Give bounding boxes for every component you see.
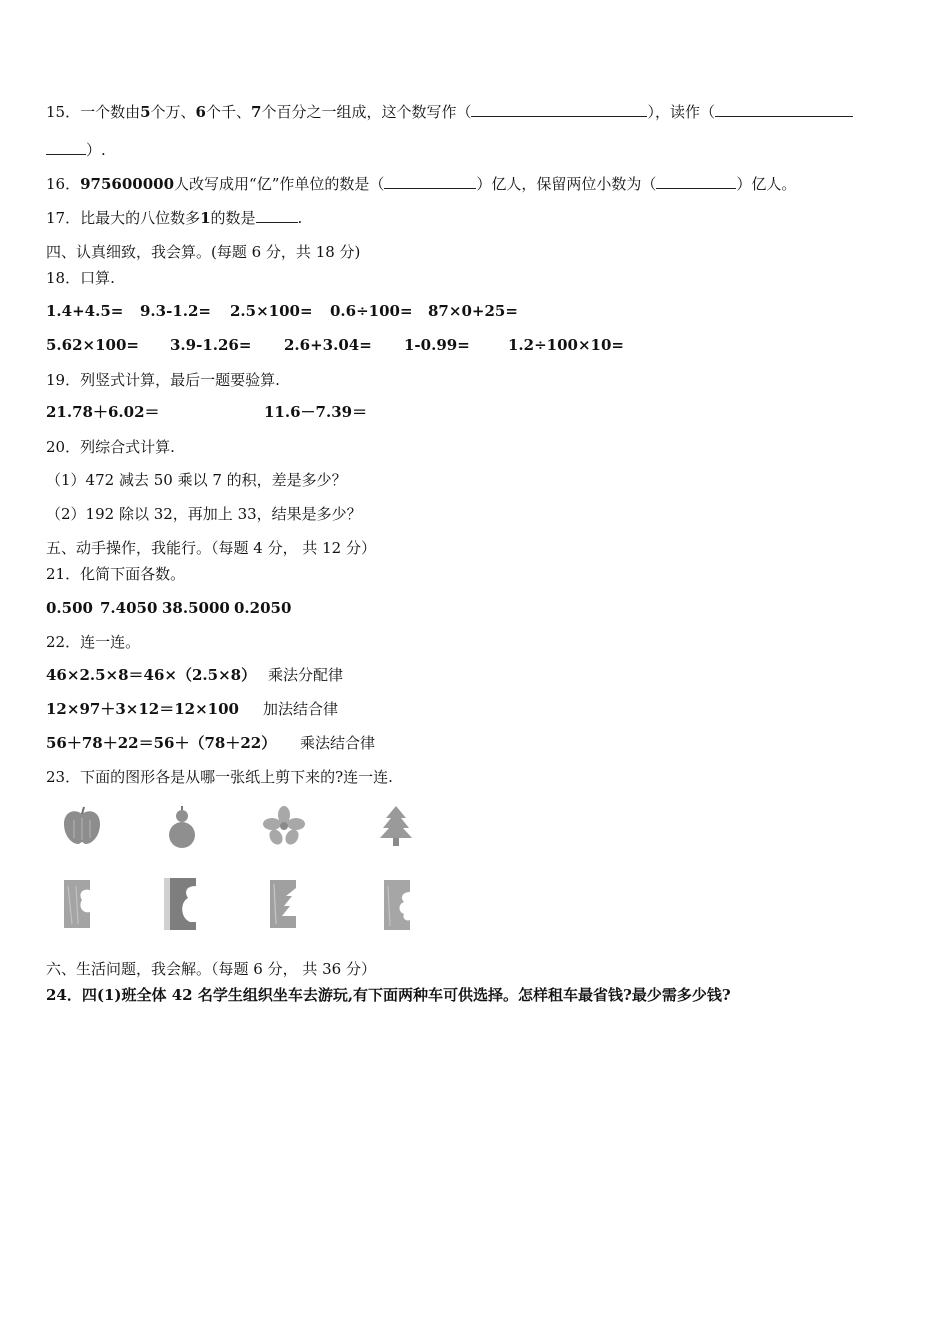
paper-gourd-cut[interactable] — [160, 874, 200, 934]
q21-item: 7.4050 — [100, 599, 158, 617]
q20-part-2: （2）192 除以 32，再加上 33，结果是多少？ — [46, 505, 362, 523]
q16-t2: ）亿人，保留两位小数为（ — [476, 175, 657, 193]
flower-shape[interactable] — [262, 806, 306, 846]
tree-shape[interactable] — [376, 804, 416, 848]
question-15 — [46, 102, 853, 122]
question-21-title: 21．化简下面各数。 — [46, 565, 186, 583]
q22-right-item[interactable]: 乘法结合律 — [300, 734, 376, 752]
q22-right-item[interactable]: 乘法分配律 — [268, 666, 344, 684]
q15-t5: ）. — [86, 141, 106, 159]
q15-lead: 15．一个数由 — [46, 103, 141, 121]
q15-t1: 个万、 — [150, 103, 196, 121]
q15-t3: 个百分之一组成，这个数写作（ — [261, 103, 472, 121]
q21-item: 0.2050 — [234, 599, 292, 617]
q16-lead: 16． — [46, 175, 81, 193]
q20-part-1: （1）472 减去 50 乘以 7 的积，差是多少？ — [46, 471, 347, 489]
q18-row2-item: 1.2÷100×10= — [508, 336, 624, 354]
q15-n3: 7 — [251, 103, 262, 121]
question-16 — [46, 174, 796, 194]
q15-n2: 6 — [195, 103, 206, 121]
q15-t2: 个千、 — [205, 103, 251, 121]
apple-shape[interactable] — [60, 804, 104, 848]
q15-t4: ），读作（ — [647, 103, 715, 121]
q19-item: 11.6－7.39＝ — [264, 403, 368, 421]
q22-right-item[interactable]: 加法结合律 — [263, 700, 339, 718]
question-20-title: 20．列综合式计算. — [46, 438, 175, 456]
q18-row1-item: 9.3-1.2= — [140, 302, 211, 320]
q18-row2-item: 5.62×100= — [46, 336, 139, 354]
q18-row1-item: 2.5×100= — [230, 302, 313, 320]
q17-end: . — [297, 209, 303, 227]
q19-item: 21.78＋6.02＝ — [46, 403, 160, 421]
question-19-title: 19．列竖式计算，最后一题要验算. — [46, 371, 280, 389]
q18-row2-item: 2.6+3.04= — [284, 336, 372, 354]
q18-row1-item: 87×0+25= — [428, 302, 518, 320]
q22-left-item[interactable]: 12×97＋3×12＝12×100 — [46, 700, 239, 718]
section-4-heading: 四、认真细致，我会算。(每题 6 分，共 18 分) — [46, 243, 361, 261]
paper-tree-cut[interactable] — [266, 876, 302, 932]
question-22-title: 22．连一连。 — [46, 633, 141, 651]
section-5-heading: 五、动手操作，我能行。（每题 4 分， 共 12 分） — [46, 539, 376, 557]
q17-answer-blank[interactable] — [256, 208, 298, 223]
q17-text: 17．比最大的八位数多 — [46, 209, 201, 227]
q22-left-item[interactable]: 56＋78＋22＝56＋（78＋22） — [46, 734, 277, 752]
q21-item: 38.5000 — [162, 599, 230, 617]
section-6-heading: 六、生活问题，我会解。（每题 6 分， 共 36 分） — [46, 960, 376, 978]
q17-tail: 的数是 — [210, 209, 256, 227]
q16-t1: 人改写成用“亿”作单位的数是（ — [174, 175, 385, 193]
q15-answer-blank-1[interactable] — [471, 102, 647, 117]
question-17 — [46, 208, 302, 228]
question-24: 24．四(1)班全体 42 名学生组织坐车去游玩,有下面两种车可供选择。怎样租车最省钱?最少需多少钱? — [46, 986, 731, 1004]
q17-n: 1 — [200, 209, 211, 227]
q22-left-item[interactable]: 46×2.5×8＝46×（2.5×8） — [46, 666, 257, 684]
q18-row2-item: 1-0.99= — [404, 336, 470, 354]
q18-row2-item: 3.9-1.26= — [170, 336, 252, 354]
q16-answer-blank-1[interactable] — [384, 174, 476, 189]
q15-n1: 5 — [140, 103, 151, 121]
q21-item: 0.500 — [46, 599, 93, 617]
paper-apple-cut[interactable] — [60, 876, 96, 932]
paper-flower-cut[interactable] — [380, 876, 416, 934]
question-18-title: 18．口算. — [46, 269, 115, 287]
question-23-title: 23．下面的图形各是从哪一张纸上剪下来的?连一连. — [46, 768, 393, 786]
q16-number: 975600000 — [80, 175, 175, 193]
q18-row1-item: 1.4+4.5= — [46, 302, 124, 320]
q15-answer-blank-2-cont[interactable] — [46, 140, 86, 155]
gourd-shape[interactable] — [162, 802, 202, 850]
q18-row1-item: 0.6÷100= — [330, 302, 413, 320]
q16-answer-blank-2[interactable] — [656, 174, 736, 189]
q15-answer-blank-2[interactable] — [715, 102, 853, 117]
q16-t3: ）亿人。 — [736, 175, 797, 193]
question-15-cont — [46, 140, 106, 160]
